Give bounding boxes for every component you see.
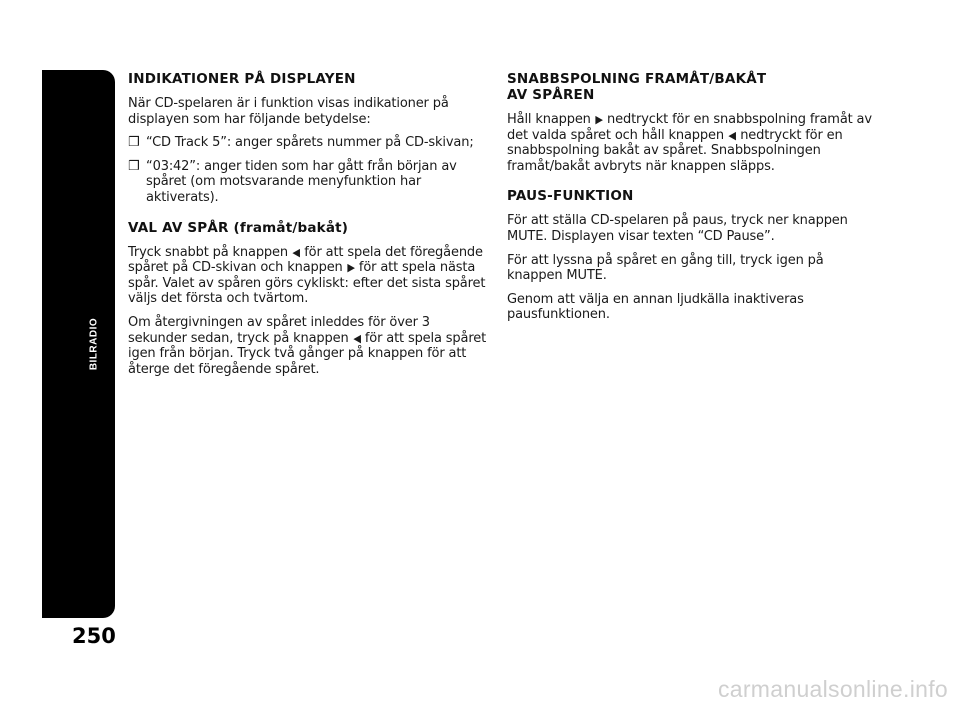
paragraph-pause-3: Genom att välja en annan ljudkälla inaktiveras pausfunktionen. bbox=[507, 291, 804, 323]
heading-fast-forward bbox=[507, 71, 872, 103]
paragraph-fast-forward bbox=[507, 112, 872, 174]
left-column bbox=[128, 71, 488, 385]
triangle-right-icon: ▶ bbox=[347, 261, 355, 275]
page-number: 250 bbox=[72, 624, 116, 648]
triangle-left-icon: ◀ bbox=[728, 128, 736, 142]
paragraph-display-intro: När CD-spelaren är i funktion visas indikationer på displayen som har följande betydelse: bbox=[128, 96, 449, 127]
heading-pause-function: PAUS-FUNKTION bbox=[507, 188, 634, 205]
text-run: för att spela spåret igen från början. Tryck två gånger på knappen för att återge det föregående spåret. bbox=[128, 330, 487, 377]
text-run: nedtryckt för en snabbspolning bakåt av spåret. Snabbspolningen framåt/bakåt avbryts när knappen släpps. bbox=[507, 127, 843, 174]
bullet-item bbox=[128, 159, 488, 206]
right-column bbox=[507, 71, 872, 331]
paragraph-pause-2: För att lyssna på spåret en gång till, tryck igen på knappen MUTE. bbox=[507, 252, 824, 284]
chapter-label: BILRADIO bbox=[88, 317, 100, 371]
text-run: för att spela nästa spår. Valet av spåren görs cykliskt: efter det sista spåret väljs det första och tvärtom. bbox=[128, 260, 486, 307]
triangle-left-icon: ◀ bbox=[352, 331, 361, 345]
text-run: för att spela det föregående spåret på CD-skivan och knappen bbox=[128, 244, 483, 276]
triangle-left-icon: ◀ bbox=[292, 245, 300, 259]
bullet-text: “CD Track 5”: anger spårets nummer på CD-skivan; bbox=[146, 135, 474, 151]
bullet-text: “03:42”: anger tiden som har gått från början av spåret (om motsvarande menyfunktion har aktiverats). bbox=[146, 158, 457, 205]
heading-line: AV SPÅREN bbox=[507, 87, 595, 103]
paragraph-pause-1: För att ställa CD-spelaren på paus, tryck ner knappen MUTE. Displayen visar texten “CD Pause”. bbox=[507, 213, 848, 244]
chapter-side-tab bbox=[42, 70, 115, 618]
heading-line: SNABBSPOLNING FRAMÅT/BAKÅT bbox=[507, 71, 767, 87]
paragraph-track-restart bbox=[128, 315, 488, 377]
text-run: Tryck snabbt på knappen bbox=[128, 244, 292, 260]
checkbox-bullet-icon: ❒ bbox=[128, 135, 140, 151]
watermark: carmanualsonline.info bbox=[717, 676, 948, 702]
heading-display-indications: INDIKATIONER PÅ DISPLAYEN bbox=[128, 71, 356, 87]
text-run: Håll knappen bbox=[507, 112, 595, 127]
checkbox-bullet-icon: ❒ bbox=[128, 158, 140, 174]
paragraph-track-selection bbox=[128, 245, 488, 307]
heading-track-selection: VAL AV SPÅR (framåt/bakåt) bbox=[128, 219, 349, 236]
text-run: nedtryckt för en snabbspolning framåt av det valda spåret och håll knappen bbox=[507, 112, 872, 143]
text-run: Om återgivningen av spåret inleddes för över 3 sekunder sedan, tryck på knappen bbox=[128, 314, 430, 346]
bullet-item bbox=[128, 135, 488, 151]
triangle-right-icon: ▶ bbox=[595, 113, 603, 126]
